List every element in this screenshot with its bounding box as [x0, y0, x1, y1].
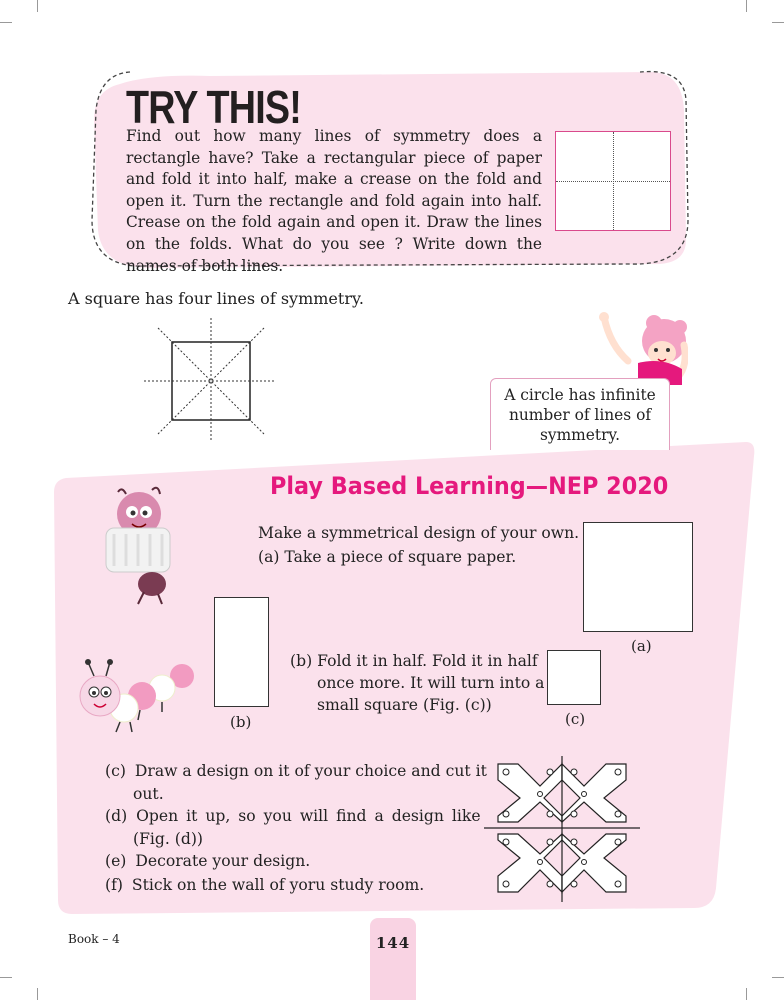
- step-f: [105, 874, 424, 897]
- step-b-line2: once more. It will turn into a: [317, 674, 545, 692]
- step-a-text: (a) Take a piece of square paper.: [258, 548, 517, 566]
- step-c-marker: (c): [105, 762, 126, 780]
- step-f-line1: Stick on the wall of yoru study room.: [131, 876, 425, 894]
- step-c: [105, 760, 487, 806]
- figure-a-label: (a): [631, 637, 652, 655]
- step-b-line3: small square (Fig. (c)): [317, 696, 492, 714]
- circle-statement-card: [490, 378, 670, 450]
- step-d: [105, 805, 481, 851]
- figure-c-label: (c): [565, 710, 586, 728]
- step-f-marker: (f): [105, 876, 123, 894]
- step-d-line1: Open it up, so you will find a design like: [136, 807, 481, 825]
- figure-b-label: (b): [230, 713, 252, 731]
- step-b-line1: (b) Fold it in half. Fold it in half: [290, 652, 538, 670]
- step-d-line2: (Fig. (d)): [133, 830, 204, 848]
- page-number-tab: [370, 918, 416, 1000]
- step-e-marker: (e): [105, 852, 127, 870]
- girl-illustration: [598, 305, 688, 385]
- play-section-title: Play Based Learning—NEP 2020: [270, 472, 669, 500]
- figure-b-rectangle: [214, 597, 269, 707]
- circle-statement: A circle has infinite number of lines of symmetry.: [504, 386, 656, 444]
- try-this-text: Find out how many lines of symmetry does a rectangle have? Take a rectangular piece of paper and fold it into half, make a crease on the fold and open it. Turn the rectangle and fold again into half. Crease on the fold again and open it. Draw the lines on the folds. What do you see ? Write down the names of both lines.: [126, 127, 542, 275]
- caterpillar-illustration: [70, 658, 200, 740]
- step-d-marker: (d): [105, 807, 128, 825]
- step-c-line1: Draw a design on it of your choice and cut it: [134, 762, 487, 780]
- step-c-line2: out.: [133, 785, 164, 803]
- figure-c-small-square: [547, 650, 601, 705]
- book-label: Book – 4: [68, 932, 120, 946]
- step-e-line1: Decorate your design.: [135, 852, 311, 870]
- step-e: [105, 850, 310, 873]
- figure-d-design: [484, 752, 640, 904]
- try-this-title: TRY THIS!: [126, 81, 301, 133]
- page-number: 144: [375, 934, 411, 952]
- play-intro: Make a symmetrical design of your own.: [258, 524, 580, 542]
- square-statement: A square has four lines of symmetry.: [68, 289, 364, 308]
- bee-illustration: [92, 484, 192, 606]
- figure-a-square: [583, 522, 693, 632]
